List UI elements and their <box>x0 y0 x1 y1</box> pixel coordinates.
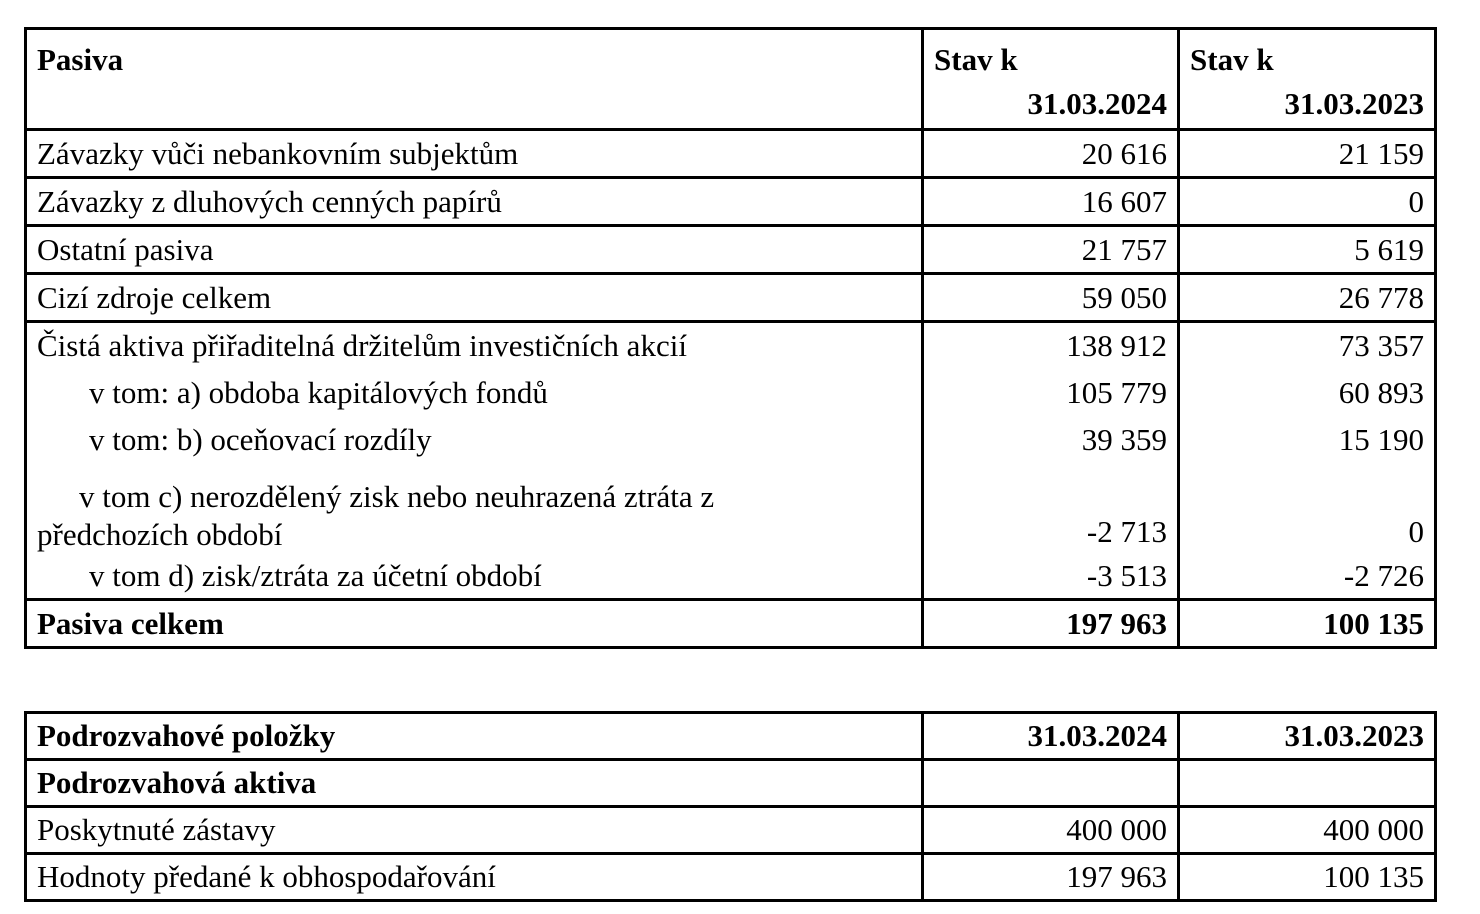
section-empty-2023 <box>1179 760 1436 807</box>
row-label-text: v tom d) zisk/ztráta za účetní období <box>89 558 542 593</box>
podrozvaha-header-row <box>26 713 1436 760</box>
header-2023-line2: 31.03.2023 <box>1284 86 1424 121</box>
row-label: Ostatní pasiva <box>26 226 923 274</box>
table-row <box>26 554 1436 600</box>
podrozvaha-header-2024: 31.03.2024 <box>923 713 1179 760</box>
row-value-2024: 21 757 <box>923 226 1179 274</box>
row-value-2024: 16 607 <box>923 178 1179 226</box>
row-value-2024: 59 050 <box>923 274 1179 322</box>
row-value-2023: 15 190 <box>1179 415 1436 462</box>
podrozvaha-header-label: Podrozvahové položky <box>26 713 923 760</box>
row-label <box>26 462 923 554</box>
row-value-2024: 20 616 <box>923 130 1179 178</box>
row-label-line2: předchozích období <box>37 516 283 552</box>
table-row <box>26 462 1436 554</box>
row-label-text: v tom: a) obdoba kapitálových fondů <box>89 374 548 410</box>
row-label-text: v tom: b) oceňovací rozdíly <box>89 421 432 457</box>
row-value-2023: 100 135 <box>1179 854 1436 901</box>
row-value-2023: 21 159 <box>1179 130 1436 178</box>
row-label: Závazky z dluhových cenných papírů <box>26 178 923 226</box>
section-row <box>26 760 1436 807</box>
row-label <box>26 554 923 600</box>
pasiva-header-row <box>26 29 1436 130</box>
pasiva-header-title: Pasiva <box>37 42 124 77</box>
row-value-2023: 26 778 <box>1179 274 1436 322</box>
row-value-2023: 0 <box>1179 462 1436 554</box>
row-value-2024: 138 912 <box>923 322 1179 368</box>
row-value-2024: -3 513 <box>923 554 1179 600</box>
podrozvaha-table <box>24 711 1437 902</box>
table-row <box>26 226 1436 274</box>
row-label: Cizí zdroje celkem <box>26 274 923 322</box>
total-value-2024: 197 963 <box>923 600 1179 648</box>
row-value-2023: 400 000 <box>1179 807 1436 854</box>
table-row <box>26 415 1436 462</box>
pasiva-header-2023 <box>1179 29 1436 130</box>
row-label: Čistá aktiva přiřaditelná držitelům investičních akcií <box>26 322 923 368</box>
section-label: Podrozvahová aktiva <box>26 760 923 807</box>
table-row <box>26 807 1436 854</box>
row-label-line1: v tom c) nerozdělený zisk nebo neuhrazená ztráta z <box>79 478 715 514</box>
pasiva-header-2024 <box>923 29 1179 130</box>
row-value-2024: 105 779 <box>923 368 1179 415</box>
header-2024-line1: Stav k <box>934 42 1018 77</box>
row-value-2023: 73 357 <box>1179 322 1436 368</box>
table-row <box>26 322 1436 368</box>
row-value-2024: 197 963 <box>923 854 1179 901</box>
total-row <box>26 600 1436 648</box>
row-value-2023: 0 <box>1179 178 1436 226</box>
row-label <box>26 415 923 462</box>
row-value-2023: 5 619 <box>1179 226 1436 274</box>
table-row <box>26 368 1436 415</box>
row-value-2024: 400 000 <box>923 807 1179 854</box>
row-label: Poskytnuté zástavy <box>26 807 923 854</box>
row-label <box>26 368 923 415</box>
row-value-2024: 39 359 <box>923 415 1179 462</box>
table-row <box>26 178 1436 226</box>
total-label: Pasiva celkem <box>26 600 923 648</box>
row-label: Hodnoty předané k obhospodařování <box>26 854 923 901</box>
pasiva-header-label <box>26 29 923 130</box>
table-row <box>26 130 1436 178</box>
row-value-2023: 60 893 <box>1179 368 1436 415</box>
section-empty-2024 <box>923 760 1179 807</box>
table-row <box>26 274 1436 322</box>
total-value-2023: 100 135 <box>1179 600 1436 648</box>
header-2023-line1: Stav k <box>1190 42 1274 77</box>
table-row <box>26 854 1436 901</box>
row-label: Závazky vůči nebankovním subjektům <box>26 130 923 178</box>
pasiva-table <box>24 27 1437 649</box>
podrozvaha-header-2023: 31.03.2023 <box>1179 713 1436 760</box>
row-value-2024: -2 713 <box>923 462 1179 554</box>
row-value-2023: -2 726 <box>1179 554 1436 600</box>
header-2024-line2: 31.03.2024 <box>1027 86 1167 121</box>
